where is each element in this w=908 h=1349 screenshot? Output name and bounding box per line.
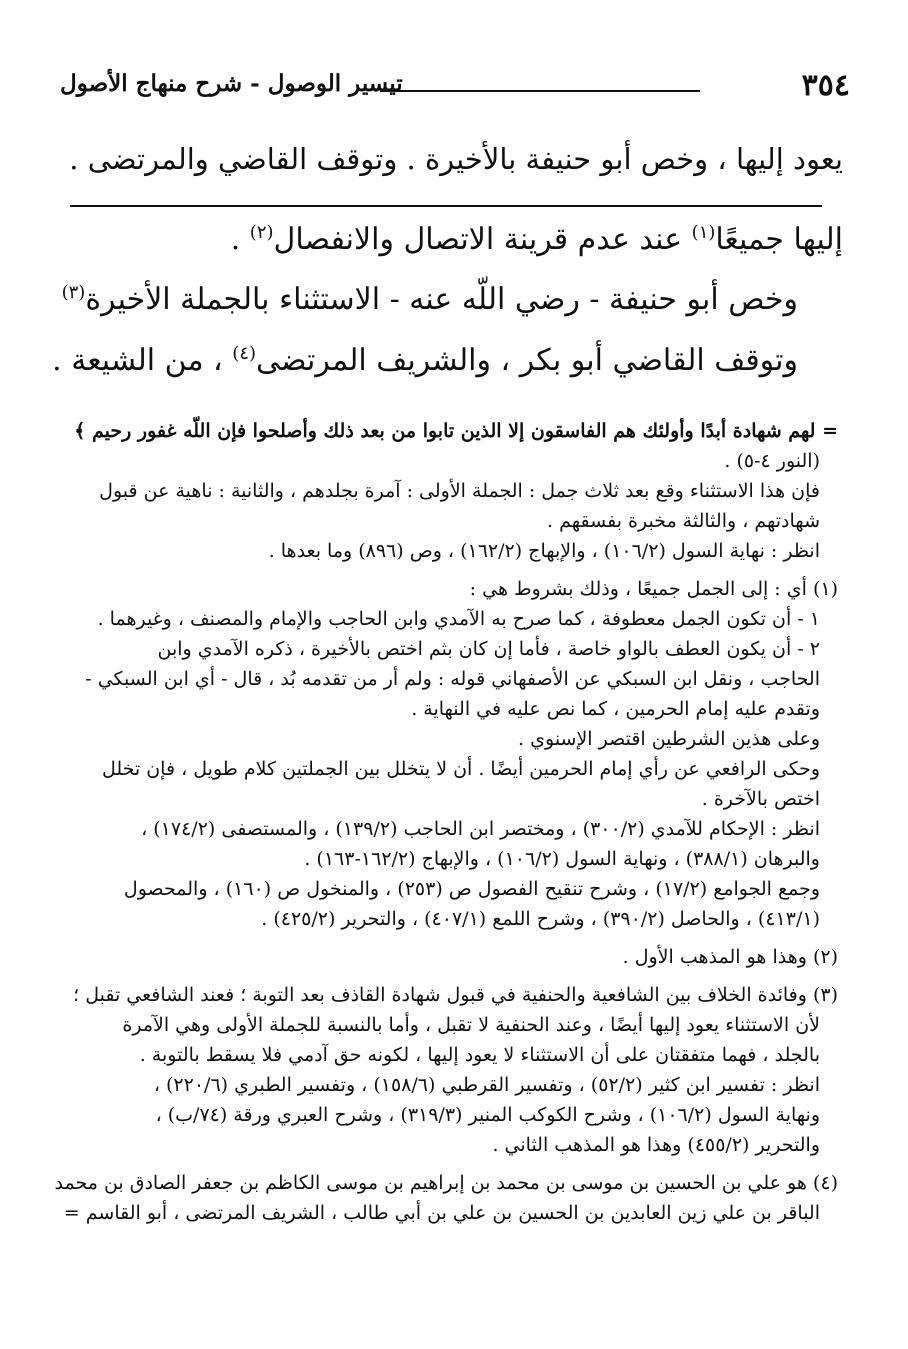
main-text-segment: ، من الشيعة . — [52, 343, 233, 378]
footnote-line: والبرهان (٣٨٨/١) ، ونهاية السول (١٠٦/٢) ، والإبهاج (١٦٢/٢-١٦٣) . — [304, 848, 820, 870]
header-rule — [380, 90, 700, 92]
footnotes — [54, 416, 838, 1228]
footnote-3: (٣) وفائدة الخلاف بين الشافعية والحنفية في قبول شهادة القاذف بعد التوبة ؛ فعند الشافعي تقبل ؛ — [73, 984, 838, 1006]
footnote-line: (النور ٤-٥) . — [724, 450, 820, 472]
footnote-1: (١) أي : إلى الجمل جميعًا ، وذلك بشروط هي : — [469, 578, 838, 600]
footnote-line: والتحرير (٤٥٥/٢) وهذا هو المذهب الثاني . — [492, 1134, 820, 1156]
main-text-segment: . — [230, 222, 250, 257]
running-title: تيسير الوصول - شرح منهاج الأصول — [60, 70, 403, 97]
page-number: ٣٥٤ — [801, 68, 850, 103]
main-text-segment: وتوقف القاضي أبو بكر ، والشريف المرتضى — [256, 343, 798, 378]
footnote-line: وتقدم عليه إمام الحرمين ، كما نص عليه في النهاية . — [411, 698, 820, 720]
footnote-line: انظر : تفسير ابن كثير (٥٢/٢) ، وتفسير القرطبي (١٥٨/٦) ، وتفسير الطبري (٢٢٠/٦) ، — [153, 1074, 820, 1096]
footnote-line: (٤١٣/١) ، والحاصل (٣٩٠/٢) ، وشرح اللمع (٤٠٧/١) ، والتحرير (٤٢٥/٢) . — [261, 908, 820, 930]
footnote-marker-1[interactable]: (١) — [691, 222, 716, 243]
footnote-line: انظر : نهاية السول (١٠٦/٢) ، والإبهاج (١٦٢/٢) ، وص (٨٩٦) وما بعدها . — [268, 540, 820, 562]
footnote-line: ١ - أن تكون الجمل معطوفة ، كما صرح به الآمدي وابن الحاجب والإمام والمصنف ، وغيرهما . — [97, 608, 820, 630]
footnote-line: اختص بالآخرة . — [701, 788, 820, 810]
footnote-line: وجمع الجوامع (١٧/٢) ، وشرح تنقيح الفصول ص (٢٥٣) ، والمنخول ص (١٦٠) ، والمحصول — [123, 878, 820, 900]
main-text-segment: عند عدم قرينة الاتصال والانفصال — [273, 222, 692, 257]
footnote-line: لأن الاستثناء يعود إليها أيضًا ، وعند الحنفية لا تقبل ، وأما بالنسبة للجملة الأولى وهي الآمرة — [122, 1014, 820, 1036]
footnote-marker-2[interactable]: (٢) — [249, 222, 274, 243]
footnote-line: الحاجب ، ونقل ابن السبكي عن الأصفهاني قوله : ولم أر من تقدمه بُد ، قال - أي ابن السبكي - — [85, 668, 820, 690]
footnote-line: ونهاية السول (١٠٦/٢) ، وشرح الكوكب المنير (٣١٩/٣) ، وشرح العبري ورقة (٧٤/ب) ، — [155, 1104, 820, 1126]
footnote-line: انظر : الإحكام للآمدي (٣٠٠/٢) ، ومختصر ابن الحاجب (١٣٩/٢) ، والمستصفى (١٧٤/٢) ، — [141, 818, 820, 840]
page-header — [60, 62, 850, 112]
footnote-line: بالجلد ، فهما متفقتان على أن الاستثناء لا يعود إليها ، لكونه حق آدمي فلا يسقط بالتوبة . — [139, 1044, 820, 1066]
footnote-2: (٢) وهذا هو المذهب الأول . — [622, 946, 838, 968]
footnote-marker-3[interactable]: (٣) — [61, 282, 86, 303]
commentary-line: يعود إليها ، وخص أبو حنيفة بالأخيرة . وتوقف القاضي والمرتضى . — [69, 142, 843, 176]
footnote-marker-4[interactable]: (٤) — [232, 343, 257, 364]
main-text-segment: وخص أبو حنيفة - رضي اللّه عنه - الاستثناء بالجملة الأخيرة — [85, 282, 798, 317]
main-text-line-2 — [28, 282, 798, 317]
main-text-line-1 — [73, 222, 843, 257]
footnote-line: الباقر بن علي زين العابدين بن الحسين بن علي بن أبي طالب ، الشريف المرتضى ، أبو القاسم = — [63, 1202, 820, 1224]
main-text-segment: إليها جميعًا — [715, 222, 843, 257]
footnote-4: (٤) هو علي بن الحسين بن موسى بن محمد بن إبراهيم بن موسى الكاظم بن جعفر الصادق بن محمد — [54, 1172, 838, 1194]
footnote-line: وحكى الرافعي عن رأي إمام الحرمين أيضًا . أن لا يتخلل بين الجملتين كلام طويل ، فإن تخلل — [101, 758, 820, 780]
footnote-line: ٢ - أن يكون العطف بالواو خاصة ، فأما إن كان بثم اختص بالأخيرة ، ذكره الآمدي وابن — [157, 638, 820, 660]
main-text-line-3 — [28, 343, 798, 378]
footnote-line: وعلى هذين الشرطين اقتصر الإسنوي . — [518, 728, 820, 750]
text-separator — [70, 205, 822, 207]
footnote-line: = لهم شهادة أبدًا وأولئك هم الفاسقون إلا الذين تابوا من بعد ذلك وأصلحوا فإن اللّه غفور رحيم ﴾ — [74, 420, 838, 442]
footnote-line: شهادتهم ، والثالثة مخبرة بفسقهم . — [547, 510, 820, 532]
footnote-line: فإن هذا الاستثناء وقع بعد ثلاث جمل : الجملة الأولى : آمرة بجلدهم ، والثانية : ناهية عن قبول — [99, 480, 820, 502]
